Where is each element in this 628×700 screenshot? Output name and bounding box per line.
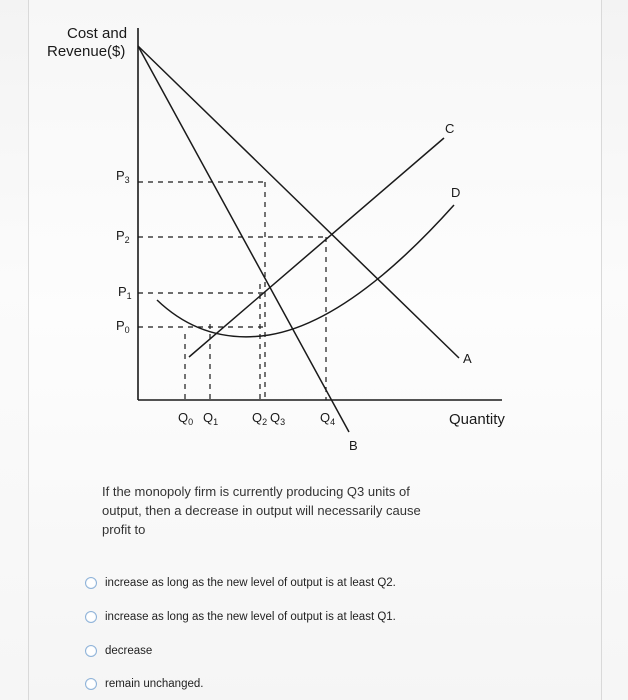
- curve-label-b: B: [349, 438, 358, 453]
- cost-revenue-graph: [29, 0, 601, 470]
- option-4-label: remain unchanged.: [105, 678, 204, 690]
- curve-label-c: C: [445, 121, 455, 136]
- option-2[interactable]: [85, 608, 396, 626]
- quantity-label-q3: $Q_3$: [270, 410, 286, 427]
- question-text: If the monopoly firm is currently producing Q3 units of output, then a decrease in output will necessarily cause profit to: [102, 484, 421, 537]
- price-label-p3: $P_3$: [116, 168, 130, 185]
- option-2-label: increase as long as the new level of output is at least Q1.: [105, 611, 396, 623]
- marginal-revenue-curve-b: [138, 46, 349, 432]
- option-1[interactable]: [85, 574, 396, 592]
- option-1-radio[interactable]: [85, 577, 97, 589]
- option-2-radio[interactable]: [85, 611, 97, 623]
- price-label-p1: $P_1$: [118, 284, 132, 301]
- price-label-p0: $P_0$: [116, 318, 130, 335]
- quantity-label-q4: $Q_4$: [320, 410, 336, 427]
- y-axis-label-line1: Cost and: [67, 25, 128, 42]
- option-4[interactable]: [85, 675, 203, 693]
- curve-label-a: A: [463, 351, 472, 366]
- marginal-cost-curve-c: [189, 138, 444, 357]
- average-cost-curve-d: [157, 205, 454, 337]
- quantity-label-q0: $Q_0$: [178, 410, 194, 427]
- option-3[interactable]: [85, 642, 152, 660]
- demand-curve-a: [138, 46, 459, 358]
- quantity-label-q2: $Q_2$: [252, 410, 268, 427]
- question-card: [28, 0, 602, 700]
- x-axis-label: Quantity: [449, 411, 505, 428]
- option-1-label: increase as long as the new level of output is at least Q2.: [105, 577, 396, 589]
- quantity-label-q1: $Q_1$: [203, 410, 219, 427]
- y-axis-label-line2: Revenue($): [47, 43, 126, 60]
- price-label-p2: $P_2$: [116, 228, 130, 245]
- option-3-label: decrease: [105, 645, 153, 657]
- option-3-radio[interactable]: [85, 645, 97, 657]
- option-4-radio[interactable]: [85, 678, 97, 690]
- curve-label-d: D: [451, 185, 461, 200]
